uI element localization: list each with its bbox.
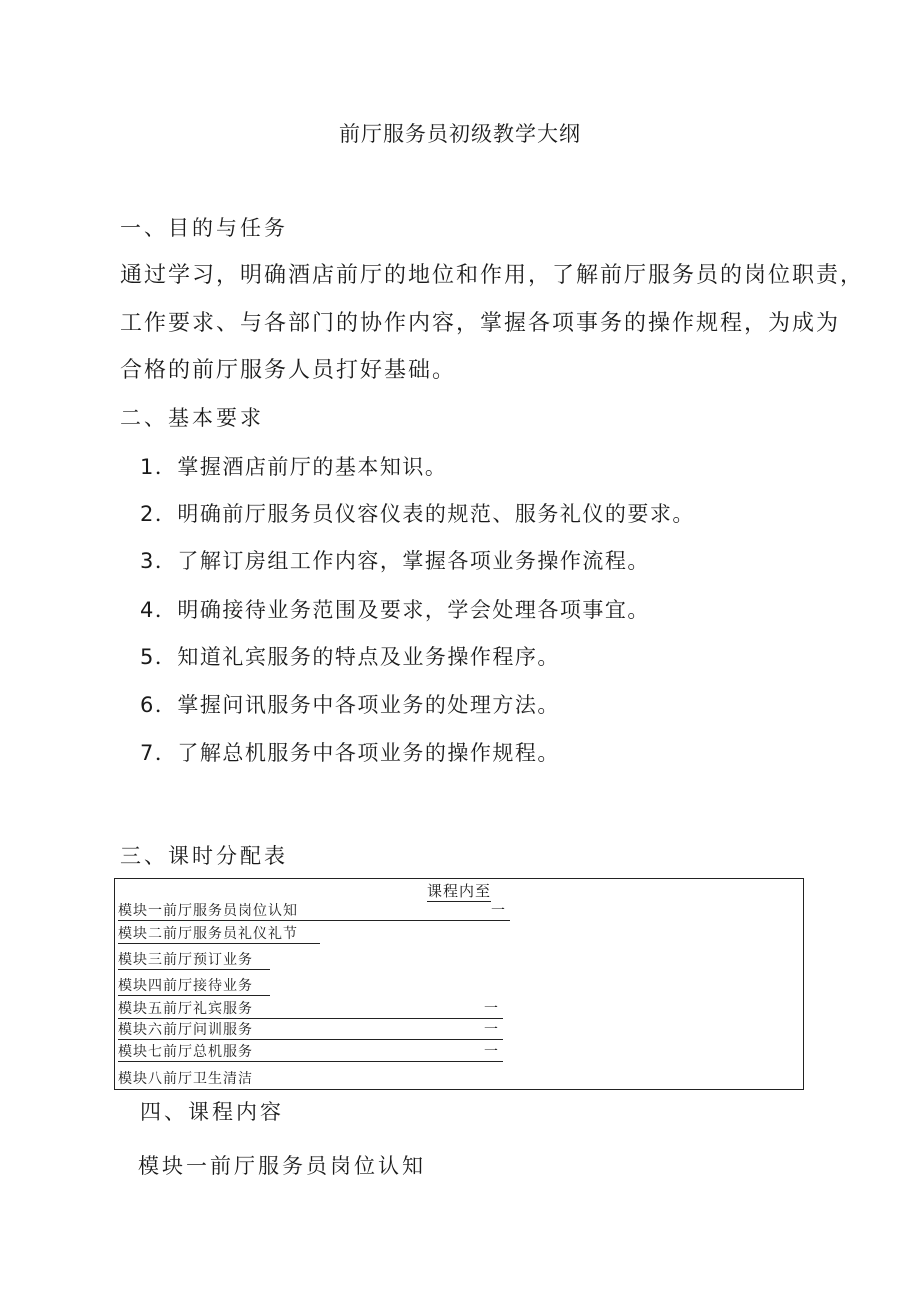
- requirement-item: 1．掌握酒店前厅的基本知识。: [140, 455, 448, 479]
- row-mark: 一: [484, 1044, 499, 1060]
- row-label: 模块一前厅服务员岗位认知: [118, 903, 298, 919]
- table-row: [118, 1070, 253, 1088]
- row-label: 模块三前厅预订业务: [118, 952, 253, 968]
- requirement-item: 2．明确前厅服务员仪容仪表的规范、服务礼仪的要求。: [140, 502, 695, 526]
- row-mark: 一: [491, 903, 506, 919]
- page-title: 前厅服务员初级教学大纲: [339, 122, 581, 146]
- requirement-item: 7．了解总机服务中各项业务的操作规程。: [140, 741, 560, 765]
- section-heading-schedule: 三、课时分配表: [120, 844, 288, 868]
- row-label: 模块六前厅问训服务: [118, 1022, 253, 1038]
- row-label: 模块五前厅礼宾服务: [118, 1001, 253, 1017]
- table-row: [118, 1000, 503, 1019]
- requirement-item: 6．掌握问讯服务中各项业务的处理方法。: [140, 693, 560, 717]
- paragraph-line: 合格的前厅服务人员打好基础。: [120, 358, 457, 383]
- requirement-item: 5．知道礼宾服务的特点及业务操作程序。: [140, 645, 560, 669]
- row-label: 模块二前厅服务员礼仪礼节: [118, 926, 298, 942]
- table-row: [118, 951, 270, 970]
- paragraph-line: 通过学习，明确酒店前厅的地位和作用，了解前厅服务员的岗位职责，: [120, 263, 865, 288]
- section-heading-requirements: 二、基本要求: [120, 406, 264, 430]
- schedule-table: [114, 878, 804, 1090]
- row-mark: 一: [484, 1001, 499, 1017]
- row-label: 模块七前厅总机服务: [118, 1044, 253, 1060]
- row-label: 模块八前厅卫生清洁: [118, 1071, 253, 1087]
- row-label: 模块四前厅接待业务: [118, 978, 253, 994]
- requirement-item: 4．明确接待业务范围及要求，学会处理各项事宜。: [140, 598, 650, 622]
- table-row: [118, 925, 320, 944]
- row-mark: 一: [484, 1022, 499, 1038]
- table-row: [118, 902, 510, 921]
- section-heading-content: 四、课程内容: [140, 1100, 284, 1124]
- paragraph-line: 工作要求、与各部门的协作内容，掌握各项事务的操作规程，为成为: [120, 311, 841, 336]
- requirement-item: 3．了解订房组工作内容，掌握各项业务操作流程。: [140, 549, 650, 573]
- section-heading-purpose: 一、目的与任务: [120, 216, 288, 240]
- module-heading: 模块一前厅服务员岗位认知: [138, 1154, 426, 1178]
- table-row: [118, 977, 270, 996]
- table-row: [118, 1043, 503, 1062]
- table-header: 课程内至: [427, 882, 492, 900]
- table-row: [118, 1021, 503, 1040]
